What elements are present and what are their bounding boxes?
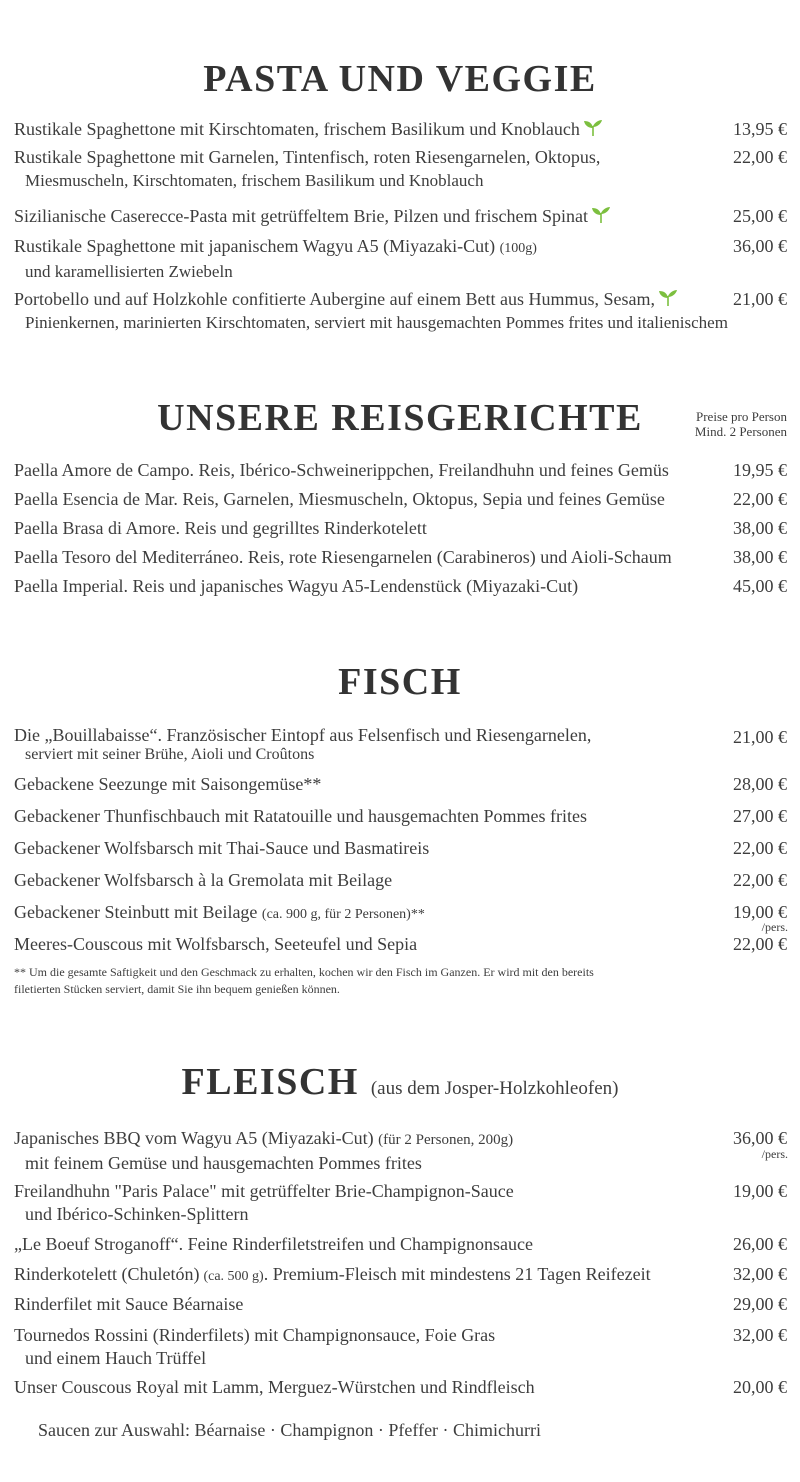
item-name-continued: . Premium-Fleisch mit mindestens 21 Tagen Reifezeit — [263, 1264, 651, 1284]
item-price: 25,00 € — [733, 206, 787, 226]
section-title-reis: UNSERE REISGERICHTE — [157, 397, 643, 439]
item-price: 36,00 € — [733, 236, 787, 256]
menu-item: Rinderfilet mit Sauce Béarnaise — [14, 1294, 244, 1314]
item-price: 38,00 € — [733, 518, 787, 538]
footnote-line: ** Um die gesamte Saftigkeit und den Geschmack zu erhalten, kochen wir den Fisch im Ganzen. Er wird mit den bereits — [14, 965, 594, 979]
price-note-line: Preise pro Person — [696, 409, 787, 424]
menu-item — [14, 1263, 714, 1288]
item-name: Sizilianische Caserecce-Pasta mit getrüffeltem Brie, Pilzen und frischem Spinat — [14, 206, 588, 226]
item-name: Freilandhuhn "Paris Palace" mit getrüffelter Brie-Champignon-Sauce — [14, 1181, 514, 1201]
item-price: 22,00 € — [733, 870, 787, 890]
menu-item — [14, 146, 714, 192]
item-description: serviert mit seiner Brühe, Aioli und Croûtons — [25, 746, 315, 763]
item-price: 26,00 € — [733, 1234, 787, 1254]
item-description: und einem Hauch Trüffel — [25, 1348, 207, 1368]
menu-item — [14, 288, 774, 334]
item-name: Japanisches BBQ vom Wagyu A5 (Miyazaki-Cut) — [14, 1128, 374, 1148]
menu-item — [14, 726, 714, 764]
menu-item — [14, 1127, 714, 1175]
menu-item: Meeres-Couscous mit Wolfsbarsch, Seeteufel und Sepia — [14, 934, 418, 954]
item-name: Portobello und auf Holzkohle confitierte Aubergine auf einem Bett aus Hummus, Sesam, — [14, 289, 656, 309]
menu-item — [14, 118, 714, 141]
item-name: Die „Bouillabaisse“. Französischer Eintopf aus Felsenfisch und Riesengarnelen, — [14, 725, 592, 745]
item-price: 32,00 € — [733, 1264, 787, 1284]
menu-item: Gebackener Thunfischbauch mit Ratatouille und hausgemachten Pommes frites — [14, 806, 588, 826]
menu-item — [14, 205, 714, 228]
item-name: Rustikale Spaghettone mit Kirschtomaten, frischem Basilikum und Knoblauch — [14, 119, 580, 139]
item-portion: (ca. 500 g) — [203, 1269, 264, 1284]
item-name: Gebackener Steinbutt mit Beilage — [14, 902, 258, 922]
price-note-line: Mind. 2 Personen — [694, 424, 787, 439]
item-price: 20,00 € — [733, 1377, 787, 1397]
item-portion: (100g) — [499, 241, 537, 256]
item-price: 32,00 € — [733, 1325, 787, 1345]
menu-item — [14, 901, 714, 926]
item-name: Tournedos Rossini (Rinderfilets) mit Champignonsauce, Foie Gras — [14, 1325, 496, 1345]
item-price: 22,00 € — [733, 838, 787, 858]
item-name: Rinderkotelett (Chuletón) — [14, 1264, 200, 1284]
menu-item: Gebackener Wolfsbarsch à la Gremolata mit Beilage — [14, 870, 393, 890]
item-description: mit feinem Gemüse und hausgemachten Pommes frites — [25, 1153, 422, 1173]
menu-item: Paella Amore de Campo. Reis, Ibérico-Schweinerippchen, Freilandhuhn und feines Gemüs — [14, 460, 669, 480]
item-price: 13,95 € — [733, 119, 787, 139]
section-header-fleisch — [0, 1060, 800, 1104]
item-price: 27,00 € — [733, 806, 787, 826]
veggie-leaf-icon — [591, 206, 611, 224]
item-price: 19,95 € — [733, 460, 787, 480]
menu-item: Paella Brasa di Amore. Reis und gegrilltes Rinderkotelett — [14, 518, 427, 538]
price-note — [695, 409, 787, 439]
item-description: und karamellisierten Zwiebeln — [25, 262, 233, 281]
section-title-pasta: PASTA UND VEGGIE — [203, 58, 597, 100]
item-price: 19,00 € — [733, 1181, 787, 1201]
menu-item: Gebackene Seezunge mit Saisongemüse** — [14, 774, 322, 794]
item-price: 22,00 € — [733, 147, 787, 167]
item-portion: (für 2 Personen, 200g) — [378, 1132, 514, 1148]
menu-item: Paella Esencia de Mar. Reis, Garnelen, Miesmuscheln, Oktopus, Sepia und feines Gemüse — [14, 489, 665, 509]
section-title-fisch: FISCH — [338, 661, 462, 703]
item-price: 28,00 € — [733, 774, 787, 794]
item-price: 36,00 € — [733, 1128, 787, 1148]
item-price: 21,00 € — [733, 727, 787, 747]
item-portion: (ca. 900 g, für 2 Personen)** — [261, 907, 425, 922]
item-description: und Ibérico-Schinken-Splittern — [25, 1204, 249, 1224]
item-price: 29,00 € — [733, 1294, 787, 1314]
item-price: 22,00 € — [733, 934, 787, 954]
item-description: Miesmuscheln, Kirschtomaten, frischem Basilikum und Knoblauch — [25, 171, 484, 190]
sauces-line: Saucen zur Auswahl: Béarnaise · Champignon · Pfeffer · Chimichurri — [38, 1420, 542, 1440]
item-price: 22,00 € — [733, 489, 787, 509]
item-price: 19,00 € — [733, 902, 787, 922]
menu-item: „Le Boeuf Stroganoff“. Feine Rinderfiletstreifen und Champignonsauce — [14, 1234, 534, 1254]
veggie-leaf-icon — [658, 289, 678, 307]
menu-item — [14, 1180, 714, 1226]
footnote-line: filetierten Stücken serviert, damit Sie ihn bequem genießen können. — [14, 982, 340, 996]
per-person-label: /pers. — [761, 1147, 788, 1161]
veggie-leaf-icon — [583, 119, 603, 137]
menu-item — [14, 1324, 714, 1370]
item-description: Pinienkernen, marinierten Kirschtomaten, serviert mit hausgemachten Pommes frites und italienischem — [25, 313, 728, 332]
item-price: 45,00 € — [733, 576, 787, 596]
menu-item: Gebackener Wolfsbarsch mit Thai-Sauce und Basmatireis — [14, 838, 430, 858]
item-name: Rustikale Spaghettone mit Garnelen, Tintenfisch, roten Riesengarnelen, Oktopus, — [14, 147, 601, 167]
section-title-fleisch: FLEISCH — [181, 1061, 359, 1103]
menu-item — [14, 235, 714, 283]
menu-item: Unser Couscous Royal mit Lamm, Merguez-Würstchen und Rindfleisch — [14, 1377, 535, 1397]
section-subtitle: (aus dem Josper-Holzkohleofen) — [370, 1078, 619, 1099]
item-price: 38,00 € — [733, 547, 787, 567]
item-name: Rustikale Spaghettone mit japanischem Wagyu A5 (Miyazaki-Cut) — [14, 236, 496, 256]
per-person-label: /pers. — [761, 920, 788, 934]
menu-item: Paella Tesoro del Mediterráneo. Reis, rote Riesengarnelen (Carabineros) und Aioli-Schaum — [14, 547, 672, 567]
fish-footnote — [14, 964, 794, 998]
item-price: 21,00 € — [733, 289, 787, 309]
menu-item: Paella Imperial. Reis und japanisches Wagyu A5-Lendenstück (Miyazaki-Cut) — [14, 576, 579, 596]
